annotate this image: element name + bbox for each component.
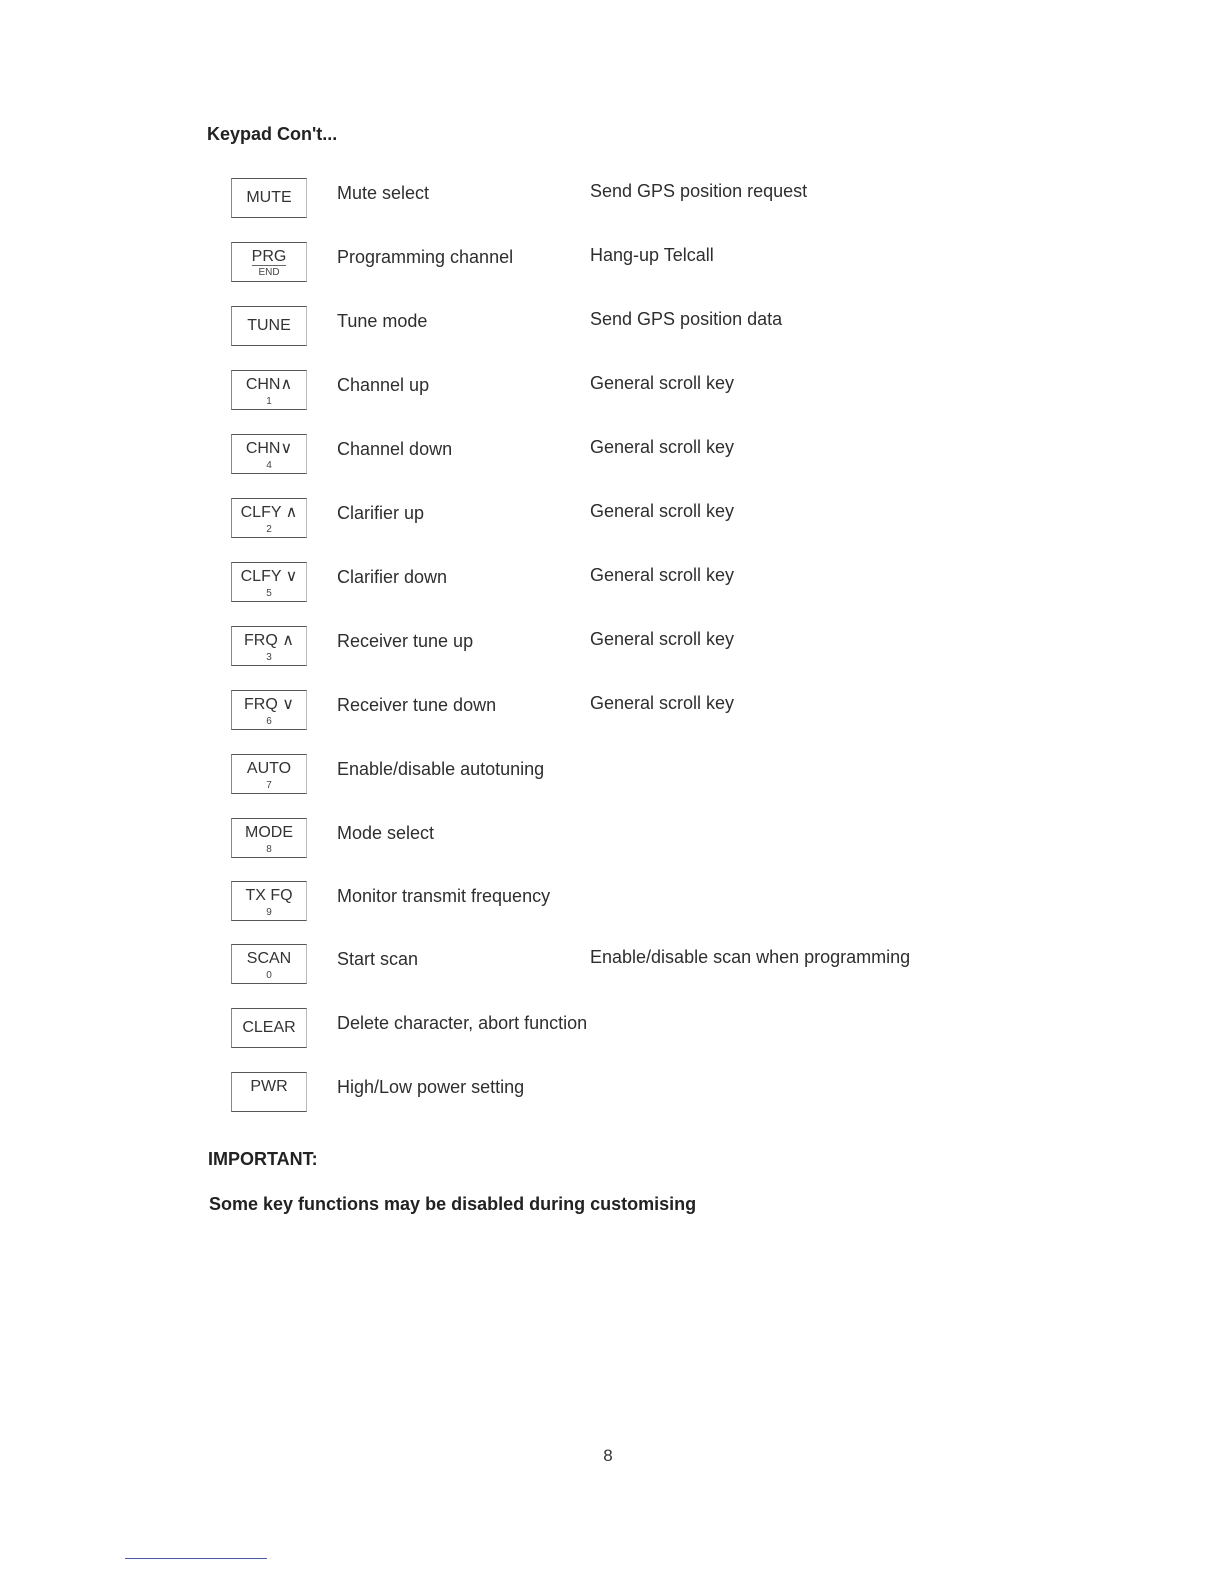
key-description: Clarifier up	[337, 503, 425, 523]
key-row-pwr	[0, 1072, 1224, 1132]
key-description: Delete character, abort function	[337, 1013, 588, 1033]
key-description: Start scan	[337, 949, 419, 969]
key-label: MODE	[245, 824, 293, 841]
key-description: Mute select	[337, 183, 430, 203]
key-alt-function: General scroll key	[590, 693, 735, 713]
key-description: Channel down	[337, 439, 453, 459]
key-description: Channel up	[337, 375, 430, 395]
key-tx-fq	[231, 881, 307, 921]
key-label: PRG	[251, 248, 287, 265]
key-row-mute	[0, 178, 1224, 238]
key-alt-function: Send GPS position request	[590, 181, 808, 201]
key-row-clear	[0, 1008, 1224, 1068]
key-label: CLFY ∧	[240, 504, 298, 521]
key-alt-function: General scroll key	[590, 629, 735, 649]
key-sub-label: END	[252, 265, 286, 278]
key-frq-up	[231, 626, 307, 666]
key-row-chn-up	[0, 370, 1224, 430]
key-sub-label: 9	[266, 907, 272, 918]
key-row-clfy-down	[0, 562, 1224, 622]
key-label: TX FQ	[245, 887, 293, 904]
key-row-mode	[0, 818, 1224, 878]
key-label: CLFY ∨	[240, 568, 298, 585]
key-mode	[231, 818, 307, 858]
key-mute	[231, 178, 307, 218]
key-frq-down	[231, 690, 307, 730]
key-label: FRQ ∧	[244, 632, 294, 649]
key-description: Enable/disable autotuning	[337, 759, 545, 779]
key-alt-function: General scroll key	[590, 437, 735, 457]
key-clfy-up	[231, 498, 307, 538]
key-row-scan	[0, 944, 1224, 1004]
key-scan	[231, 944, 307, 984]
key-auto	[231, 754, 307, 794]
key-clear	[231, 1008, 307, 1048]
key-sub-label: 7	[266, 780, 272, 791]
key-row-tune	[0, 306, 1224, 366]
key-label: CHN∨	[245, 440, 293, 457]
key-description: High/Low power setting	[337, 1077, 525, 1097]
key-sub-label: 3	[266, 652, 272, 663]
key-sub-label: 5	[266, 588, 272, 599]
key-label: FRQ ∨	[244, 696, 294, 713]
key-row-clfy-up	[0, 498, 1224, 558]
key-sub-label: 8	[266, 844, 272, 855]
key-label: MUTE	[246, 189, 292, 206]
key-clfy-down	[231, 562, 307, 602]
key-sub-label: 4	[266, 460, 272, 471]
key-sub-label: 2	[266, 524, 272, 535]
key-description: Receiver tune up	[337, 631, 474, 651]
key-alt-function: General scroll key	[590, 501, 735, 521]
important-label: IMPORTANT:	[208, 1149, 318, 1169]
key-label: TUNE	[247, 317, 291, 334]
key-row-chn-down	[0, 434, 1224, 494]
key-sub-label: 1	[266, 396, 272, 407]
key-alt-function: General scroll key	[590, 373, 735, 393]
key-row-frq-up	[0, 626, 1224, 686]
key-description: Programming channel	[337, 247, 514, 267]
key-label: CHN∧	[245, 376, 293, 393]
key-chn-down	[231, 434, 307, 474]
key-sub-label: 0	[266, 970, 272, 981]
key-description: Mode select	[337, 823, 435, 843]
key-tune	[231, 306, 307, 346]
key-alt-function: Enable/disable scan when programming	[590, 947, 911, 967]
footer-rule	[125, 1558, 267, 1559]
key-alt-function: Send GPS position data	[590, 309, 783, 329]
page-number: 8	[603, 1446, 613, 1465]
key-description: Tune mode	[337, 311, 428, 331]
key-row-tx-fq	[0, 881, 1224, 941]
key-row-prg	[0, 242, 1224, 302]
key-alt-function: General scroll key	[590, 565, 735, 585]
key-label: PWR	[250, 1078, 288, 1095]
key-prg	[231, 242, 307, 282]
key-alt-function: Hang-up Telcall	[590, 245, 714, 265]
key-label: AUTO	[246, 760, 292, 777]
key-sub-label: 6	[266, 716, 272, 727]
key-label: SCAN	[246, 950, 292, 967]
key-pwr	[231, 1072, 307, 1112]
key-label: CLEAR	[242, 1019, 296, 1036]
key-description: Clarifier down	[337, 567, 448, 587]
key-chn-up	[231, 370, 307, 410]
key-description: Monitor transmit frequency	[337, 886, 551, 906]
key-description: Receiver tune down	[337, 695, 497, 715]
section-heading: Keypad Con't...	[207, 124, 338, 144]
important-note: Some key functions may be disabled during customising	[209, 1194, 697, 1214]
key-row-frq-down	[0, 690, 1224, 750]
key-row-auto	[0, 754, 1224, 814]
